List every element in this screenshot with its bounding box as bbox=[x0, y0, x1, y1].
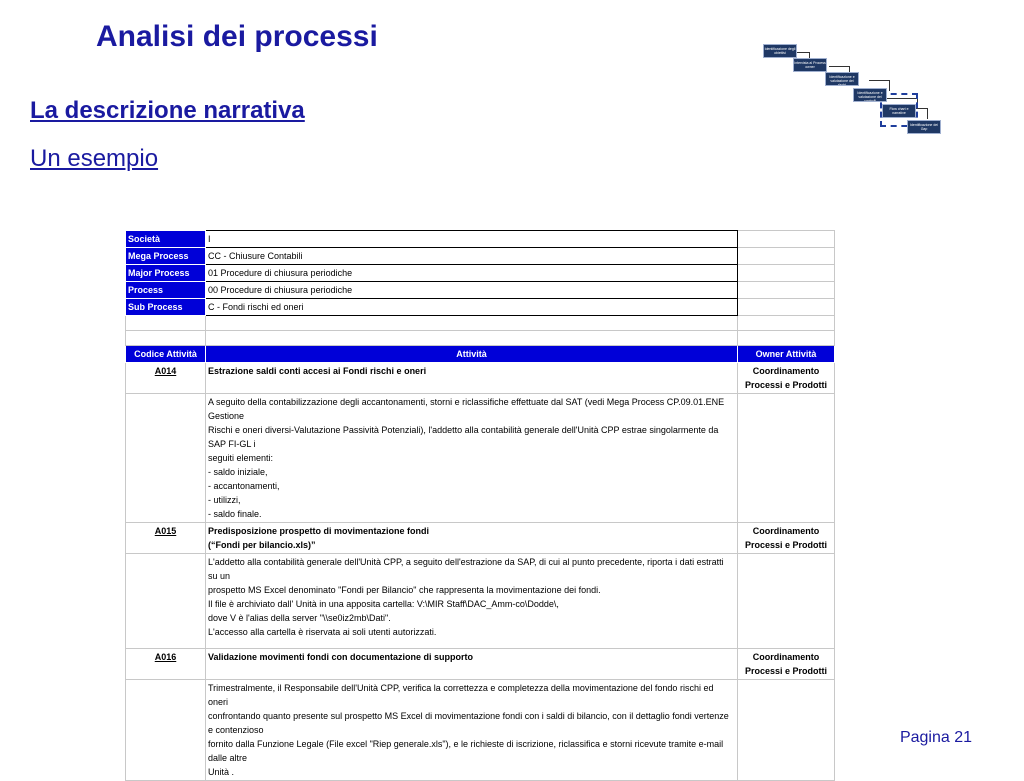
activity-row bbox=[126, 523, 835, 554]
description-line: Rischi e oneri diversi-Valutazione Passività Potenziali), l'addetto alla contabilità generale dell'Unità CPP estrae singolarmente da SAP FI-GL i bbox=[208, 425, 719, 449]
page-number: Pagina 21 bbox=[899, 729, 972, 746]
table-header-row bbox=[126, 346, 835, 363]
info-value: CC - Chiusure Contabili bbox=[206, 248, 738, 265]
info-value: 00 Procedure di chiusura periodiche bbox=[206, 282, 738, 299]
info-row bbox=[126, 299, 835, 316]
activity-description bbox=[206, 680, 738, 781]
description-line: Trimestralmente, il Responsabile dell'Unità CPP, verifica la correttezza e completezza della movimentazione del fondo rischi ed oneri bbox=[208, 683, 714, 707]
description-line: confrontando quanto presente sul prospetto MS Excel di movimentazione fondi con i saldi di bilancio, con il dettaglio fondi vertenze e contenzioso bbox=[208, 711, 729, 735]
description-line: L'accesso alla cartella è riservata ai soli utenti autorizzati. bbox=[208, 627, 437, 637]
diagram-step: Intervista al Process owner bbox=[793, 58, 827, 72]
description-line: - saldo finale. bbox=[208, 509, 262, 519]
info-label: Process bbox=[126, 282, 206, 299]
description-line: - saldo iniziale, bbox=[208, 467, 268, 477]
description-line: Unità . bbox=[208, 767, 235, 777]
info-value: 01 Procedure di chiusura periodiche bbox=[206, 265, 738, 282]
activity-description-row bbox=[126, 394, 835, 523]
owner-line: Processi e Prodotti bbox=[744, 540, 828, 550]
owner-line: Coordinamento bbox=[752, 526, 820, 536]
column-header-activity: Attività bbox=[206, 346, 738, 363]
diagram-step: Identificazione e valutazione dei controlli bbox=[853, 88, 887, 102]
activity-code: A014 bbox=[126, 363, 206, 394]
info-label: Società bbox=[126, 231, 206, 248]
activity-code: A015 bbox=[126, 523, 206, 554]
diagram-step: Flow chart e narrative bbox=[882, 104, 916, 118]
info-row bbox=[126, 248, 835, 265]
owner-line: Processi e Prodotti bbox=[744, 666, 828, 676]
info-value: I bbox=[206, 231, 738, 248]
description-line: L'addetto alla contabilità generale dell'Unità CPP, a seguito dell'estrazione da SAP, di cui al punto precedente, riporta i dati estratti su un bbox=[208, 557, 724, 581]
info-label: Mega Process bbox=[126, 248, 206, 265]
diagram-step: Identificazione dei Gap bbox=[907, 120, 941, 134]
info-blank-cell bbox=[738, 282, 835, 299]
activity-title bbox=[206, 523, 738, 554]
activity-title-line: Predisposizione prospetto di movimentazione fondi bbox=[208, 526, 430, 536]
description-line: fornito dalla Funzione Legale (File excel "Riep generale.xls"), e le richieste di iscrizione, riclassifica e storni ricevute tramite e-mail dalle altre bbox=[208, 739, 724, 763]
process-narrative-sheet bbox=[125, 230, 835, 781]
activity-owner bbox=[738, 363, 835, 394]
description-line: Il file è archiviato dall' Unità in una apposita cartella: V:\MIR Staff\DAC_Amm-co\Dodde\, bbox=[208, 599, 559, 609]
activity-description bbox=[206, 394, 738, 523]
column-header-owner: Owner Attività bbox=[738, 346, 835, 363]
description-line: A seguito della contabilizzazione degli accantonamenti, storni e riclassifiche effettuate dal SAT (vedi Mega Process CP.09.01.ENE Gestione bbox=[208, 397, 725, 421]
activity-row bbox=[126, 649, 835, 680]
info-label: Sub Process bbox=[126, 299, 206, 316]
diagram-step: Identificazione degli obiettivi bbox=[763, 44, 797, 58]
info-label: Major Process bbox=[126, 265, 206, 282]
description-line: dove V è l'alias della server "\\se0iz2mb\Dati". bbox=[208, 613, 391, 623]
activity-owner bbox=[738, 649, 835, 680]
info-row bbox=[126, 265, 835, 282]
activity-title: Estrazione saldi conti accesi ai Fondi rischi e oneri bbox=[206, 363, 738, 394]
info-blank-cell bbox=[738, 299, 835, 316]
blank-row bbox=[126, 316, 835, 331]
info-row bbox=[126, 231, 835, 248]
info-blank-cell bbox=[738, 248, 835, 265]
description-line: - accantonamenti, bbox=[208, 481, 280, 491]
page-title: Analisi dei processi bbox=[96, 20, 378, 53]
activity-title-line: (“Fondi per bilancio.xls)” bbox=[208, 540, 316, 550]
owner-line: Coordinamento bbox=[752, 366, 820, 376]
activity-description-row bbox=[126, 680, 835, 781]
activity-code: A016 bbox=[126, 649, 206, 680]
info-blank-cell bbox=[738, 231, 835, 248]
activity-row bbox=[126, 363, 835, 394]
diagram-step: Identificazione e valutazione dei rischi bbox=[825, 72, 859, 86]
owner-line: Processi e Prodotti bbox=[744, 380, 828, 390]
activity-owner bbox=[738, 523, 835, 554]
process-steps-diagram bbox=[755, 38, 955, 138]
column-header-code: Codice Attività bbox=[126, 346, 206, 363]
info-blank-cell bbox=[738, 265, 835, 282]
activity-description-row bbox=[126, 554, 835, 649]
section-subtitle: La descrizione narrativa bbox=[30, 97, 305, 124]
activity-title: Validazione movimenti fondi con documentazione di supporto bbox=[206, 649, 738, 680]
activity-description bbox=[206, 554, 738, 649]
info-value: C - Fondi rischi ed oneri bbox=[206, 299, 738, 316]
info-row bbox=[126, 282, 835, 299]
description-line: prospetto MS Excel denominato "Fondi per Bilancio" che rappresenta la movimentazione dei fondi. bbox=[208, 585, 601, 595]
blank-row bbox=[126, 331, 835, 346]
description-line: seguiti elementi: bbox=[208, 453, 274, 463]
section-example-label: Un esempio bbox=[30, 145, 159, 172]
description-line: - utilizzi, bbox=[208, 495, 241, 505]
owner-line: Coordinamento bbox=[752, 652, 820, 662]
